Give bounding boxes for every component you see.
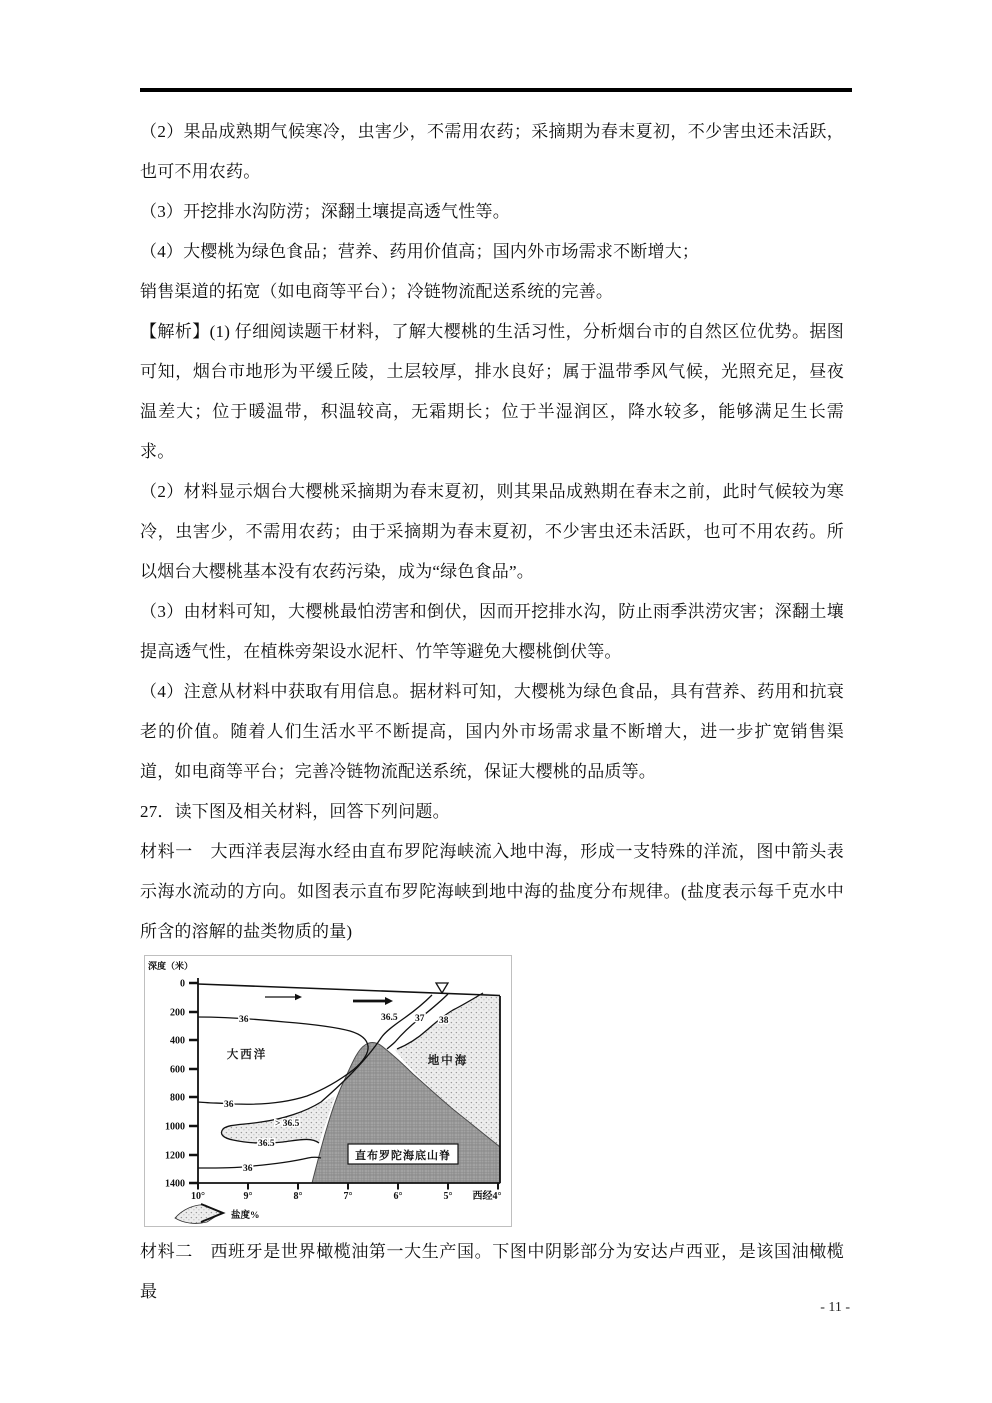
- x-tick-label: 8°: [293, 1191, 303, 1202]
- paragraph-material-1: 材料一 大西洋表层海水经由直布罗陀海峡流入地中海，形成一支特殊的洋流，图中箭头表示海水流动的方向。如图表示直布罗陀海峡到地中海的盐度分布规律。(盐度表示每千克水中所含的溶解的盐类物质的量): [140, 842, 844, 941]
- content-column: [140, 112, 844, 1312]
- contour-label-36-mid: 36: [224, 1100, 234, 1110]
- atlantic-label: 大西洋: [226, 1049, 268, 1061]
- x-tick-label: 7°: [343, 1191, 353, 1202]
- depth-ticks: [189, 983, 198, 1183]
- x-tick-label: 9°: [243, 1191, 253, 1202]
- y-tick-label: 1200: [165, 1150, 185, 1162]
- depth-axis-label: 深度（米）: [148, 961, 194, 971]
- page-number: - 11 -: [820, 1300, 850, 1315]
- x-tick-label: 西经4°: [472, 1191, 502, 1202]
- ridge-label: 直布罗陀海底山脊: [355, 1150, 451, 1162]
- water-level-marker-icon: [436, 983, 448, 993]
- sea-surface-line: [198, 984, 500, 996]
- y-tick-label: 200: [170, 1007, 185, 1019]
- contour-label-36-upper: 36: [239, 1015, 249, 1025]
- salinity-legend-label: 盐度%: [231, 1211, 260, 1221]
- y-tick-label: 1400: [165, 1178, 185, 1190]
- x-tick-label: 10°: [191, 1191, 205, 1202]
- contour-label-36-deep: 36: [243, 1164, 253, 1174]
- longitude-ticks: [198, 1183, 498, 1190]
- paragraph-answer-4b: 销售渠道的拓宽（如电商等平台）；冷链物流配送系统的完善。: [140, 282, 614, 301]
- y-tick-label: 1000: [165, 1121, 185, 1133]
- paragraph-answer-2: （2）果品成熟期气候寒冷，虫害少，不需用农药；采摘期为春末夏初，不少害虫还未活跃，也可不用农药。: [140, 122, 844, 181]
- paragraph-analysis-1: 【解析】(1) 仔细阅读题干材料，了解大樱桃的生活习性，分析烟台市的自然区位优势。据图可知，烟台市地形为平缓丘陵，土层较厚，排水良好；属于温带季风气候，光照充足，昼夜温差大；位于暖温带，积温较高，无霜期长；位于半湿润区，降水较多，能够满足生长需求。: [140, 322, 844, 461]
- y-tick-label: 800: [170, 1092, 185, 1104]
- paragraph-analysis-2: （2）材料显示烟台大樱桃采摘期为春末夏初，则其果品成熟期在春末之前，此时气候较为寒冷，虫害少，不需用农药；由于采摘期为春末夏初，不少害虫还未活跃，也可不用农药。所以烟台大樱桃基本没有农药污染，成为“绿色食品”。: [140, 482, 844, 581]
- paragraph-analysis-3: （3）由材料可知，大樱桃最怕涝害和倒伏，因而开挖排水沟，防止雨季洪涝灾害；深翻土壤提高透气性，在植株旁架设水泥杆、竹竿等避免大樱桃倒伏等。: [140, 602, 844, 661]
- x-tick-label: 5°: [443, 1191, 453, 1202]
- contour-label-365-med: 36.5: [381, 1013, 398, 1023]
- y-tick-label: 0: [180, 978, 185, 990]
- contour-label-gt365: > 36.5: [275, 1119, 300, 1129]
- x-tick-label: 6°: [393, 1191, 403, 1202]
- salinity-chart: [145, 956, 511, 1226]
- y-tick-label: 600: [170, 1064, 185, 1076]
- mediterranean-label: 地中海: [427, 1055, 469, 1067]
- y-tick-label: 400: [170, 1035, 185, 1047]
- figure-salinity-cross-section: [144, 955, 512, 1227]
- contour-label-365-tongue: 36.5: [258, 1139, 275, 1149]
- salinity-legend-shape: [175, 1205, 221, 1224]
- salinity-legend: [175, 1204, 260, 1223]
- flow-arrow-icon: [265, 994, 302, 1000]
- paragraph-question-27: 27．读下图及相关材料，回答下列问题。: [140, 802, 450, 821]
- header-rule: [140, 88, 852, 92]
- paragraph-analysis-4: （4）注意从材料中获取有用信息。据材料可知，大樱桃为绿色食品，具有营养、药用和抗衰老的价值。随着人们生活水平不断提高，国内外市场需求量不断增大，进一步扩宽销售渠道，如电商等平台；完善冷链物流配送系统，保证大樱桃的品质等。: [140, 682, 844, 781]
- contour-label-37-med: 37: [415, 1014, 425, 1024]
- paragraph-material-2: 材料二 西班牙是世界橄榄油第一大生产国。下图中阴影部分为安达卢西亚，是该国油橄榄最: [140, 1242, 844, 1301]
- flow-arrow-bold-icon: [353, 997, 393, 1005]
- contour-label-38-med: 38: [439, 1016, 449, 1026]
- paragraph-answer-4: （4）大樱桃为绿色食品；营养、药用价值高；国内外市场需求不断增大；: [140, 242, 700, 261]
- paragraph-answer-3: （3）开挖排水沟防涝；深翻土壤提高透气性等。: [140, 202, 510, 221]
